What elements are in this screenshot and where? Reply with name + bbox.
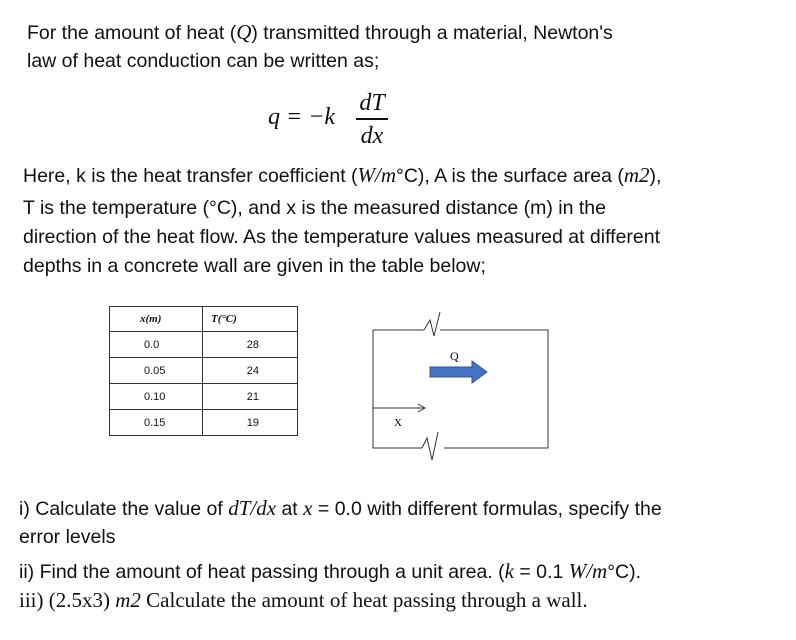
temperature-table xyxy=(109,306,298,436)
question-2 xyxy=(19,556,641,587)
heat-flow-arrow xyxy=(430,361,487,383)
intro-text: For the amount of heat ( xyxy=(27,22,237,44)
derivative-expression: dT/dx xyxy=(228,496,277,520)
area-unit: m2 xyxy=(623,163,650,187)
intro-line-2: law of heat conduction can be written as; xyxy=(27,50,380,72)
unit-expression: W/m xyxy=(357,163,397,187)
question-3 xyxy=(19,585,588,615)
formula-numerator: dT xyxy=(359,90,385,116)
break-line-top xyxy=(424,312,440,336)
cell-x: 0.0 xyxy=(110,332,203,358)
question-text: ii) Find the amount of heat passing through a unit area. ( xyxy=(19,561,505,583)
explanation-text: °C), A is the surface area ( xyxy=(396,165,624,187)
explanation-text: ), xyxy=(649,165,662,187)
break-line-bottom xyxy=(422,432,438,460)
question-text: iii) (2.5x3) xyxy=(19,588,116,612)
explanation-text: Here, k is the heat transfer coefficient ( xyxy=(23,165,358,187)
formula-fraction xyxy=(356,88,388,152)
question-text: Calculate the amount of heat passing through a wall. xyxy=(140,588,588,612)
explanation-line-2: T is the temperature (°C), and x is the measured distance (m) in the xyxy=(23,197,606,219)
table-row xyxy=(110,358,298,384)
question-text: = 0.1 xyxy=(513,561,569,583)
table-row xyxy=(110,410,298,436)
cell-x: 0.15 xyxy=(110,410,203,436)
question-text: at xyxy=(276,498,304,520)
question-text: i) Calculate the value of xyxy=(19,498,229,520)
formula-lhs: q = −k xyxy=(268,104,336,130)
intro-text: ) transmitted through a material, Newton's xyxy=(251,22,613,44)
question-text: °C). xyxy=(607,561,641,583)
x-variable: x xyxy=(303,496,313,520)
question-text: = 0.0 with different formulas, specify the xyxy=(312,498,662,520)
conduction-formula xyxy=(268,88,398,154)
header-t: T(°C) xyxy=(203,307,298,332)
cell-t: 19 xyxy=(203,410,298,436)
table-row xyxy=(110,384,298,410)
wall-diagram xyxy=(370,308,555,468)
area-unit: m2 xyxy=(115,588,141,612)
heat-label: Q xyxy=(450,349,459,363)
cell-t: 21 xyxy=(203,384,298,410)
explanation-line-3: direction of the heat flow. As the temperature values measured at different xyxy=(23,226,661,248)
cell-t: 24 xyxy=(203,358,298,384)
cell-x: 0.05 xyxy=(110,358,203,384)
cell-t: 28 xyxy=(203,332,298,358)
table-row xyxy=(110,332,298,358)
formula-denominator: dx xyxy=(360,122,384,149)
k-variable: k xyxy=(504,559,514,583)
explanation-line-4: depths in a concrete wall are given in the table below; xyxy=(23,255,486,277)
intro-line-1 xyxy=(27,17,613,48)
header-x: x(m) xyxy=(110,307,203,332)
explanation-line-1 xyxy=(23,160,661,191)
question-1 xyxy=(19,493,662,524)
heat-symbol: Q xyxy=(236,20,252,44)
x-label: X xyxy=(394,417,402,429)
wall-right-outline xyxy=(440,330,548,448)
question-1-line-2: error levels xyxy=(19,526,116,548)
wall-left-outline xyxy=(373,330,424,448)
table-header-row xyxy=(110,307,298,332)
cell-x: 0.10 xyxy=(110,384,203,410)
unit-expression: W/m xyxy=(568,559,608,583)
